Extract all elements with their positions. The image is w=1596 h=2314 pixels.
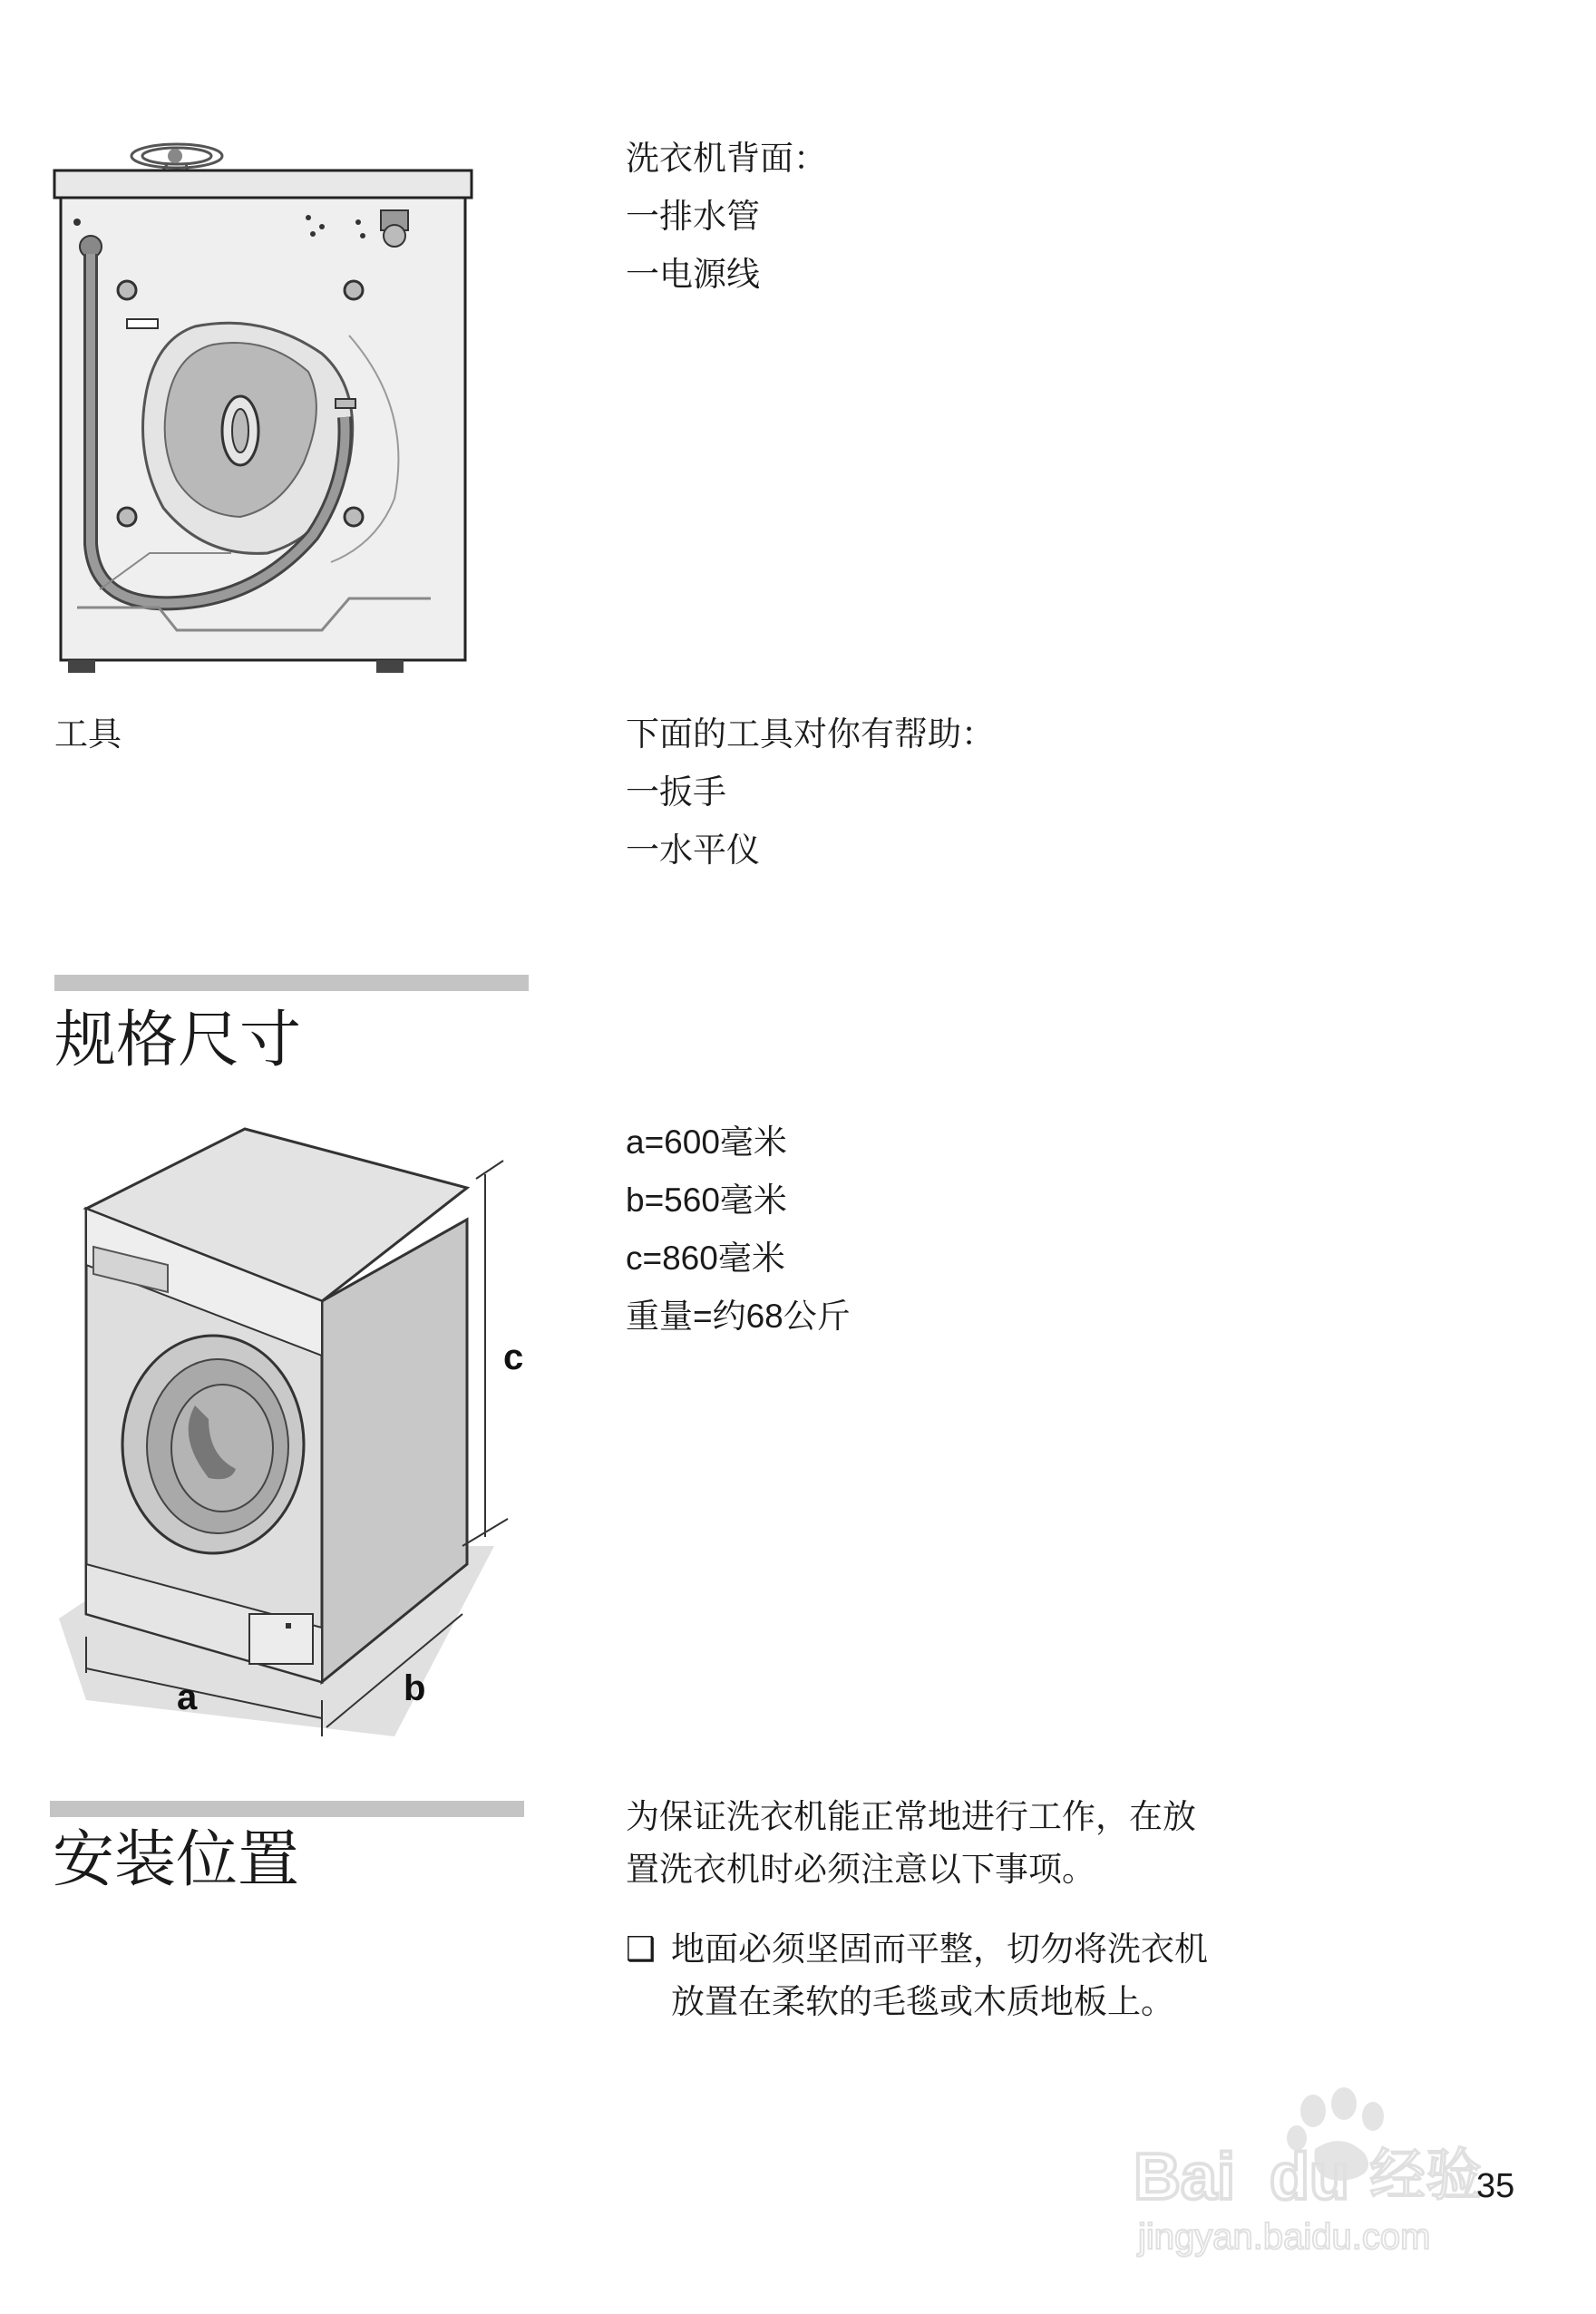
watermark-cn: 经验 bbox=[1369, 2142, 1483, 2208]
tools-label: 工具 bbox=[54, 715, 122, 754]
spec-height: c=860毫米 bbox=[626, 1240, 785, 1277]
specs-divider bbox=[54, 975, 529, 991]
dimension-label-a: a bbox=[177, 1677, 198, 1717]
tool-item-level: 一水平仪 bbox=[626, 831, 760, 870]
watermark-url: jingyan.baidu.com bbox=[1138, 2217, 1431, 2257]
spec-weight: 重量=约68公斤 bbox=[626, 1298, 851, 1335]
install-title: 安装位置 bbox=[53, 1824, 300, 1896]
dimension-label-b: b bbox=[404, 1668, 426, 1708]
page-number: 35 bbox=[1476, 2167, 1515, 2205]
tools-heading: 下面的工具对你有帮助： bbox=[626, 715, 995, 754]
washer-rear-illustration bbox=[50, 136, 476, 680]
washer-dimensions-illustration bbox=[50, 1120, 558, 1736]
baidu-jingyan-watermark bbox=[1134, 2076, 1514, 2258]
rear-item-power-cord: 一电源线 bbox=[626, 255, 760, 294]
install-intro-line-1: 为保证洗衣机能正常地进行工作，在放 bbox=[626, 1797, 1196, 1836]
dimension-label-c: c bbox=[503, 1337, 524, 1377]
specs-title: 规格尺寸 bbox=[54, 1005, 302, 1076]
install-bullet-line-2: 放置在柔软的毛毯或木质地板上。 bbox=[671, 1982, 1174, 2021]
spec-depth: b=560毫米 bbox=[626, 1181, 787, 1219]
install-intro-line-2: 置洗衣机时必须注意以下事项。 bbox=[626, 1850, 1095, 1889]
watermark-brand-2: du bbox=[1270, 2141, 1349, 2213]
rear-item-drain-hose: 一排水管 bbox=[626, 197, 760, 236]
tool-item-wrench: 一扳手 bbox=[626, 773, 726, 812]
checkbox-icon: ❑ bbox=[626, 1930, 657, 1968]
rear-view-heading: 洗衣机背面： bbox=[626, 139, 827, 178]
spec-width: a=600毫米 bbox=[626, 1123, 787, 1161]
watermark-brand: Bai bbox=[1134, 2141, 1236, 2213]
install-bullet-line-1: 地面必须坚固而平整，切勿将洗衣机 bbox=[671, 1930, 1208, 1969]
install-divider bbox=[50, 1801, 524, 1817]
